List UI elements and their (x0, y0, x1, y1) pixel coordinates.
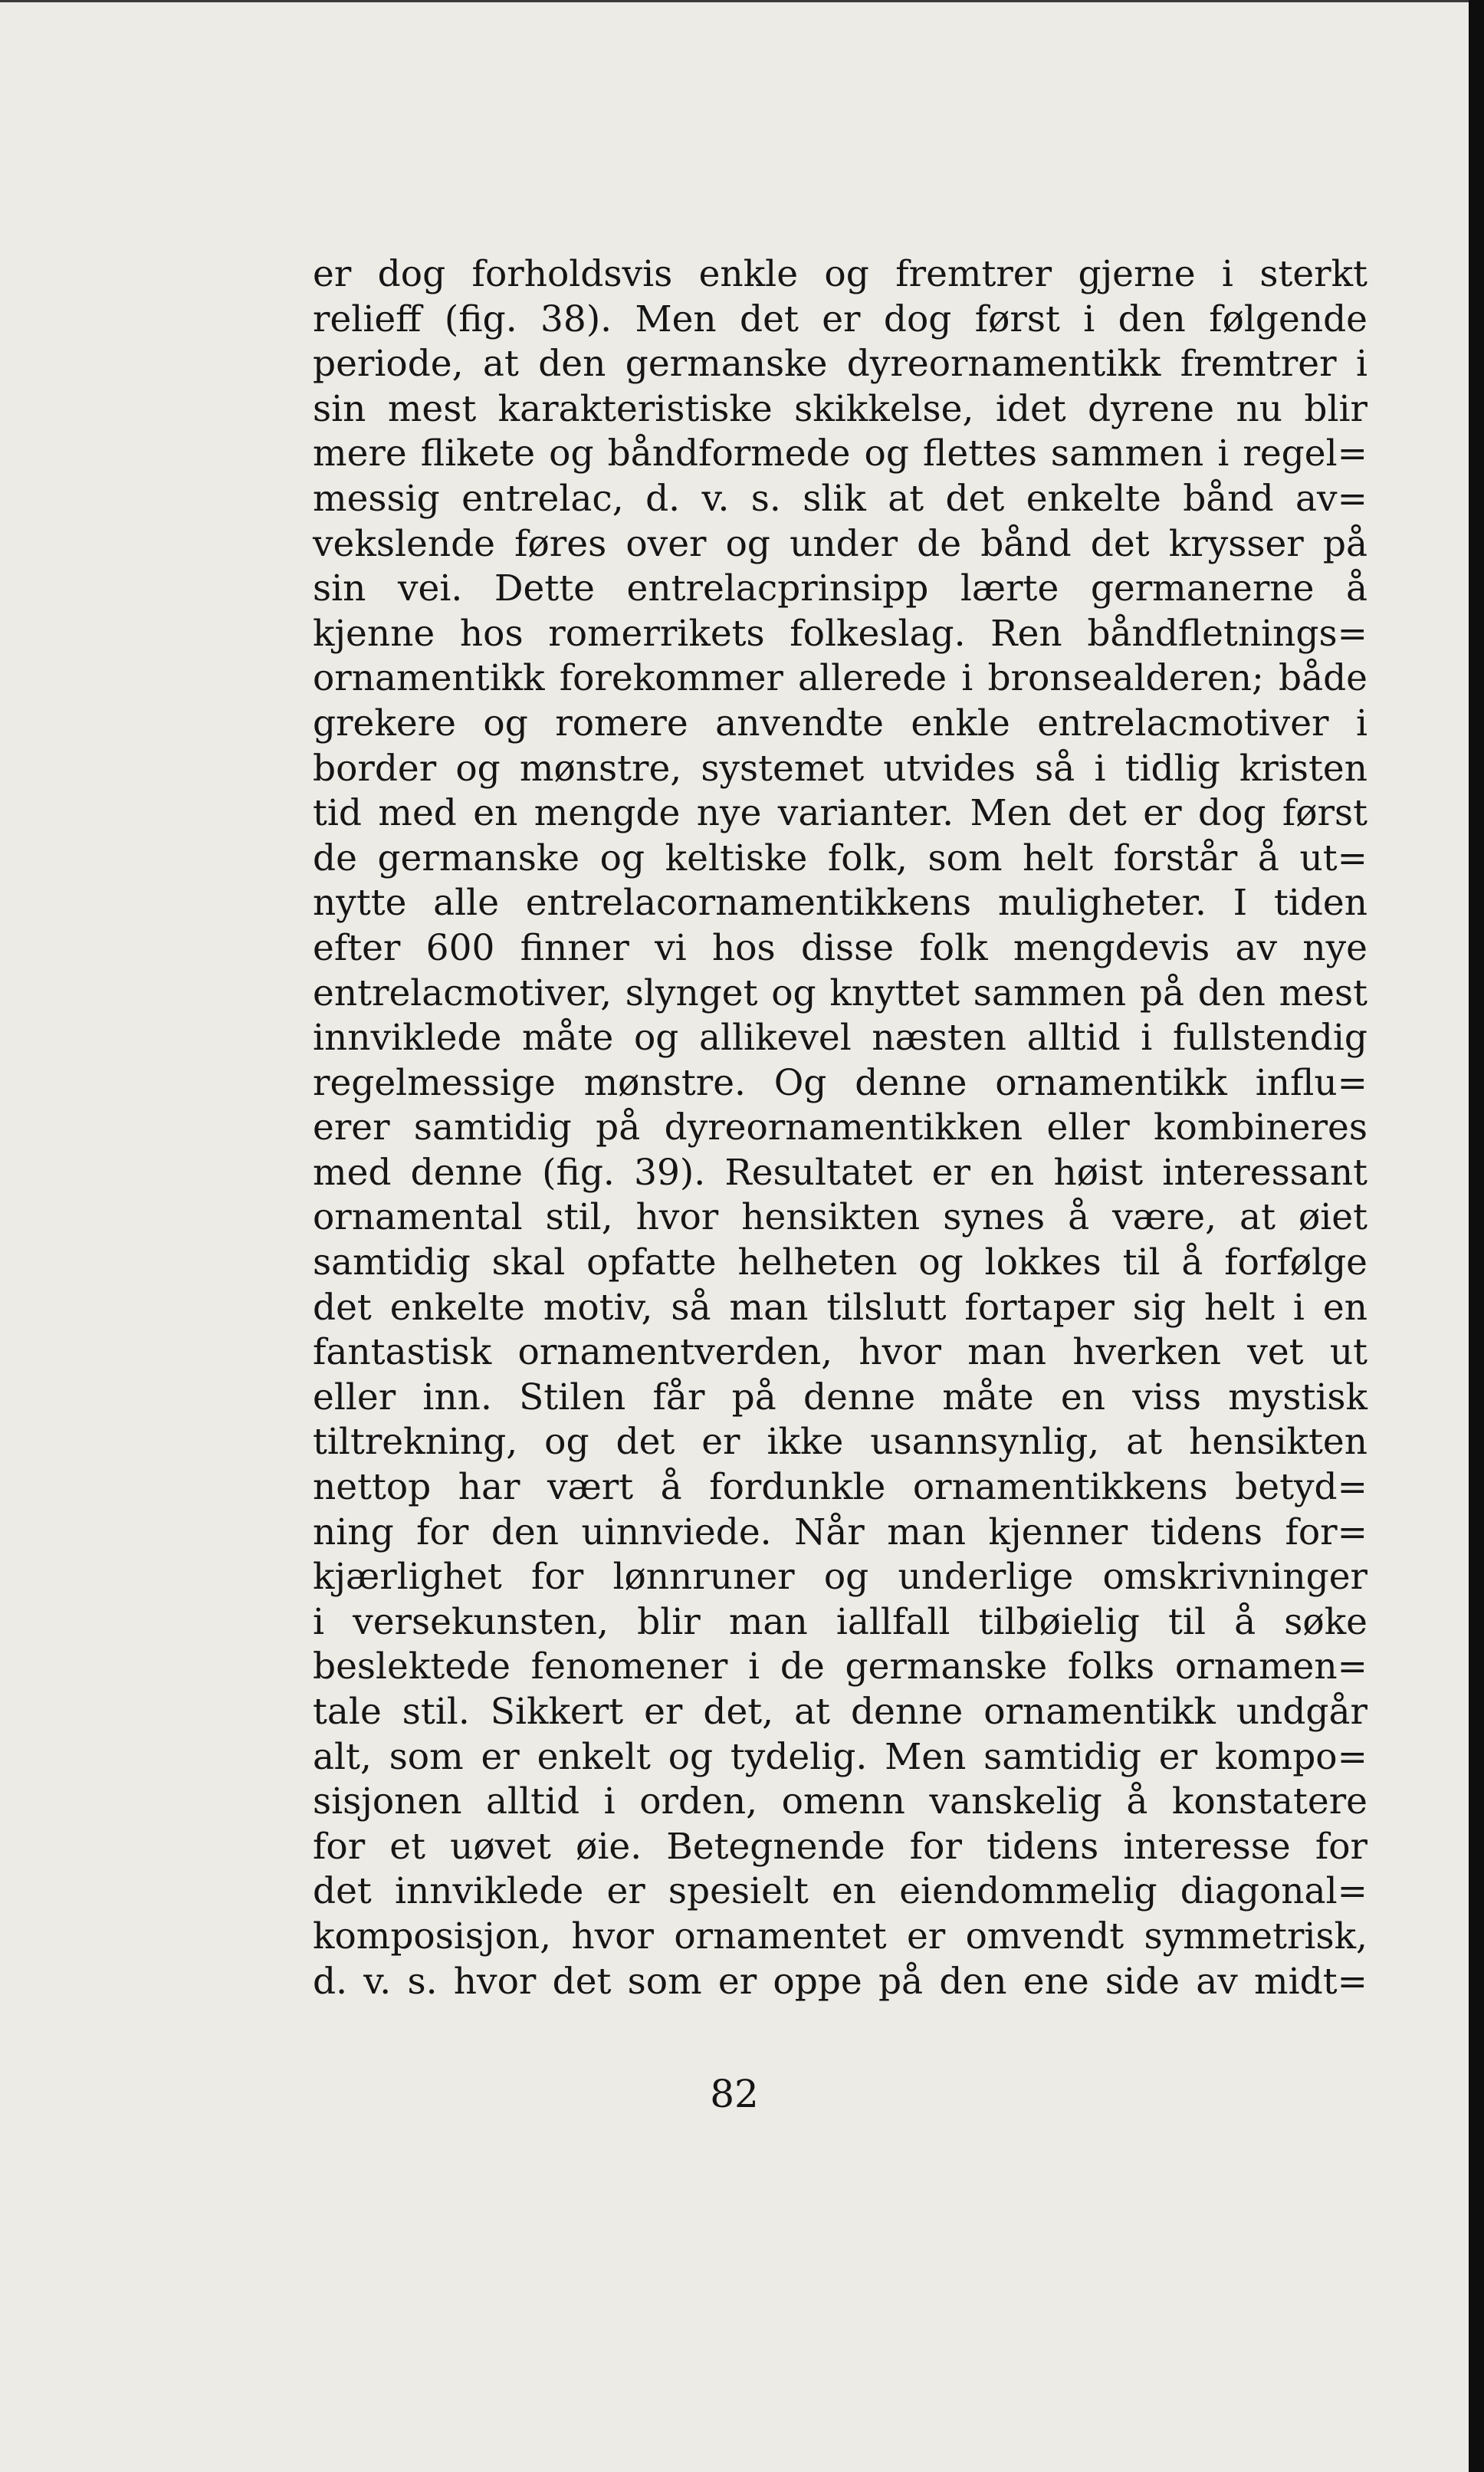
text-line: messig entrelac, d. v. s. slik at det enkelte bånd av= (313, 477, 1367, 520)
text-line: border og mønstre, systemet utvides så i tidlig kristen (313, 747, 1367, 790)
text-line: tiltrekning, og det er ikke usannsynlig, at hensikten (313, 1421, 1367, 1464)
text-line: i versekunsten, blir man iallfall tilbøielig til å søke (313, 1600, 1367, 1643)
text-line: beslektede fenomener i de germanske folks ornamen= (313, 1645, 1367, 1688)
text-line: for et uøvet øie. Betegnende for tidens interesse for (313, 1825, 1367, 1868)
text-line: det enkelte motiv, så man tilslutt fortaper sig helt i en (313, 1286, 1367, 1329)
text-line: vekslende føres over og under de bånd det krysser på (313, 522, 1367, 565)
text-line: med denne (fig. 39). Resultatet er en høist interessant (313, 1151, 1367, 1194)
text-line: kjærlighet for lønnruner og underlige omskrivninger (313, 1556, 1367, 1599)
text-line: sin vei. Dette entrelacprinsipp lærte germanerne å (313, 567, 1367, 610)
text-line: efter 600 finner vi hos disse folk mengdevis av nye (313, 926, 1367, 969)
text-line: tid med en mengde nye varianter. Men det er dog først (313, 792, 1367, 835)
text-line: sisjonen alltid i orden, omenn vanskelig å konstatere (313, 1780, 1367, 1823)
text-line: kjenne hos romerrikets folkeslag. Ren båndfletnings= (313, 612, 1367, 655)
text-line: er dog forholdsvis enkle og fremtrer gjerne i sterkt (313, 253, 1367, 295)
text-line: nettop har vært å fordunkle ornamentikkens betyd= (313, 1466, 1367, 1509)
text-line: erer samtidig på dyreornamentikken eller kombineres (313, 1106, 1367, 1149)
page-number: 82 (710, 2072, 759, 2116)
text-line: tale stil. Sikkert er det, at denne ornamentikk undgår (313, 1691, 1367, 1733)
text-line: entrelacmotiver, slynget og knyttet sammen på den mest (313, 971, 1367, 1014)
text-line: alt, som er enkelt og tydelig. Men samtidig er kompo= (313, 1735, 1367, 1778)
text-line: eller inn. Stilen får på denne måte en viss mystisk (313, 1376, 1367, 1418)
text-line: ning for den uinnviede. Når man kjenner tidens for= (313, 1510, 1367, 1553)
text-line: fantastisk ornamentverden, hvor man hverken vet ut (313, 1331, 1367, 1374)
text-line: regelmessige mønstre. Og denne ornamentikk influ= (313, 1061, 1367, 1104)
text-line: relieff (fig. 38). Men det er dog først i den følgende (313, 297, 1367, 340)
text-line: komposisjon, hvor ornamentet er omvendt symmetrisk, (313, 1915, 1367, 1958)
scan-edge (1469, 0, 1484, 2472)
text-line: ornamentikk forekommer allerede i bronsealderen; både (313, 657, 1367, 700)
text-line: ornamental stil, hvor hensikten synes å være, at øiet (313, 1196, 1367, 1239)
text-line: mere flikete og båndformede og flettes sammen i regel= (313, 432, 1367, 475)
text-line: samtidig skal opfatte helheten og lokkes til å forfølge (313, 1241, 1367, 1284)
text-line: d. v. s. hvor det som er oppe på den ene side av midt= (313, 1960, 1367, 2003)
text-line: grekere og romere anvendte enkle entrelacmotiver i (313, 702, 1367, 745)
text-line: innviklede måte og allikevel næsten alltid i fullstendig (313, 1017, 1367, 1060)
text-line: nytte alle entrelacornamentikkens muligheter. I tiden (313, 882, 1367, 925)
text-line: sin mest karakteristiske skikkelse, idet dyrene nu blir (313, 387, 1367, 430)
text-line: de germanske og keltiske folk, som helt forstår å ut= (313, 837, 1367, 879)
text-line: det innviklede er spesielt en eiendommelig diagonal= (313, 1870, 1367, 1913)
text-line: periode, at den germanske dyreornamentikk fremtrer i (313, 343, 1367, 386)
body-text (313, 252, 1367, 2004)
